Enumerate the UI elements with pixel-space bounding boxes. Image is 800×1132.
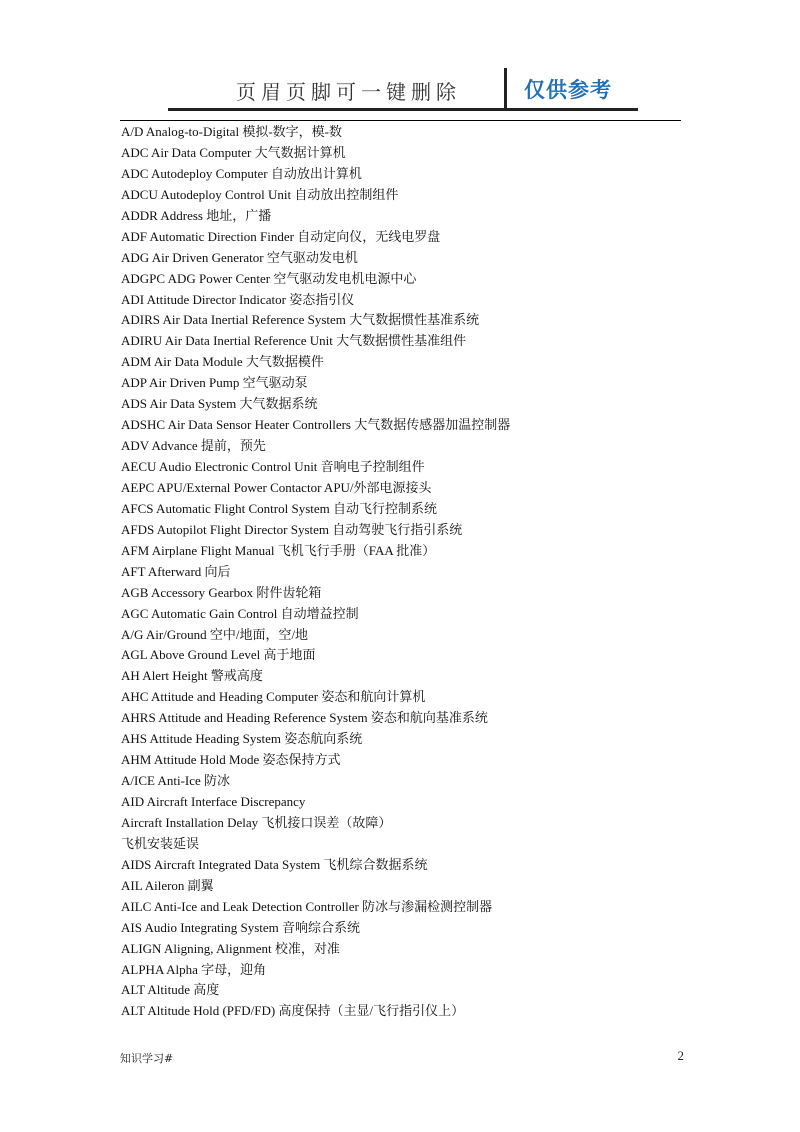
glossary-entry: ADV Advance 提前，预先 [121, 438, 266, 454]
glossary-entry: ADSHC Air Data Sensor Heater Controllers 大气数据传感器加温控制器 [121, 417, 511, 433]
glossary-entry: ADDR Address 地址，广播 [121, 207, 272, 223]
glossary-entry: AFM Airplane Flight Manual 飞机飞行手册（FAA 批准） [121, 542, 436, 558]
glossary-entry: AFCS Automatic Flight Control System 自动飞行控制系统 [121, 500, 437, 516]
glossary-entry: Aircraft Installation Delay 飞机接口误差（故障） [121, 814, 392, 830]
glossary-entry: ADIRS Air Data Inertial Reference System 大气数据惯性基准系统 [121, 312, 480, 328]
glossary-entry: AECU Audio Electronic Control Unit 音响电子控制组件 [121, 459, 425, 474]
glossary-entry: ADC Air Data Computer 大气数据计算机 [121, 144, 346, 160]
glossary-entry: A/ICE Anti-Ice 防冰 [121, 773, 231, 789]
glossary-entry: ADP Air Driven Pump 空气驱动泵 [121, 375, 308, 391]
glossary-entry: AGC Automatic Gain Control 自动增益控制 [121, 605, 359, 621]
glossary-entry: ADC Autodeploy Computer 自动放出计算机 [121, 165, 362, 181]
glossary-entry: A/D Analog-to-Digital 模拟-数字，模-数 [121, 124, 342, 139]
glossary-entry: AHC Attitude and Heading Computer 姿态和航向计算机 [121, 689, 426, 705]
glossary-entry: ADGPC ADG Power Center 空气驱动发电机电源中心 [121, 270, 417, 286]
glossary-list [121, 122, 681, 1022]
header-separator [504, 68, 507, 110]
glossary-entry: AFDS Autopilot Flight Director System 自动驾驶飞行指引系统 [121, 521, 463, 537]
glossary-entry: ADI Attitude Director Indicator 姿态指引仪 [121, 291, 355, 307]
page-number: 2 [677, 1048, 684, 1063]
glossary-entry: ADF Automatic Direction Finder 自动定向仪，无线电罗盘 [121, 228, 441, 244]
glossary-entry: AFT Afterward 向后 [121, 563, 231, 579]
header-right-text: 仅供参考 [524, 78, 612, 102]
glossary-entry: ADS Air Data System 大气数据系统 [121, 396, 318, 412]
page-header [168, 62, 638, 114]
glossary-entry: ADCU Autodeploy Control Unit 自动放出控制组件 [121, 186, 399, 202]
header-left-text: 页眉页脚可一键删除 [236, 80, 461, 104]
glossary-entry: AGL Above Ground Level 高于地面 [121, 647, 316, 663]
glossary-entry: AH Alert Height 警戒高度 [121, 668, 263, 684]
glossary-entry: ADIRU Air Data Inertial Reference Unit 大气数据惯性基准组件 [121, 333, 467, 349]
glossary-entry: ALPHA Alpha 字母，迎角 [121, 961, 267, 977]
glossary-entry: ADM Air Data Module 大气数据模件 [121, 354, 324, 370]
glossary-entry: ADG Air Driven Generator 空气驱动发电机 [121, 249, 358, 265]
glossary-entry: A/G Air/Ground 空中/地面，空/地 [121, 626, 309, 642]
glossary-entry: 飞机安装延误 [121, 835, 200, 851]
glossary-entry: AHM Attitude Hold Mode 姿态保持方式 [121, 752, 341, 768]
glossary-entry: AID Aircraft Interface Discrepancy [121, 794, 306, 809]
glossary-entry: AIDS Aircraft Integrated Data System 飞机综合数据系统 [121, 856, 428, 872]
header-rule [168, 108, 638, 111]
glossary-entry: ALIGN Aligning, Alignment 校准，对准 [121, 940, 340, 956]
glossary-entry: AIL Aileron 副翼 [121, 877, 214, 893]
glossary-entry: AGB Accessory Gearbox 附件齿轮箱 [121, 584, 322, 600]
glossary-entry: AEPC APU/External Power Contactor APU/外部电源接头 [121, 479, 432, 495]
glossary-entry: AHS Attitude Heading System 姿态航向系统 [121, 731, 363, 747]
glossary-entry: AILC Anti-Ice and Leak Detection Controller 防冰与渗漏检测控制器 [121, 898, 493, 914]
glossary-entry: AHRS Attitude and Heading Reference System 姿态和航向基准系统 [121, 710, 488, 726]
glossary-entry: ALT Altitude Hold (PFD/FD) 高度保持（主显/飞行指引仪上） [121, 1003, 465, 1019]
glossary-entry: ALT Altitude 高度 [121, 982, 220, 998]
footer-left-text: 知识学习# [120, 1052, 174, 1065]
glossary-entry: AIS Audio Integrating System 音响综合系统 [121, 919, 361, 935]
page-top-rule [120, 120, 681, 121]
